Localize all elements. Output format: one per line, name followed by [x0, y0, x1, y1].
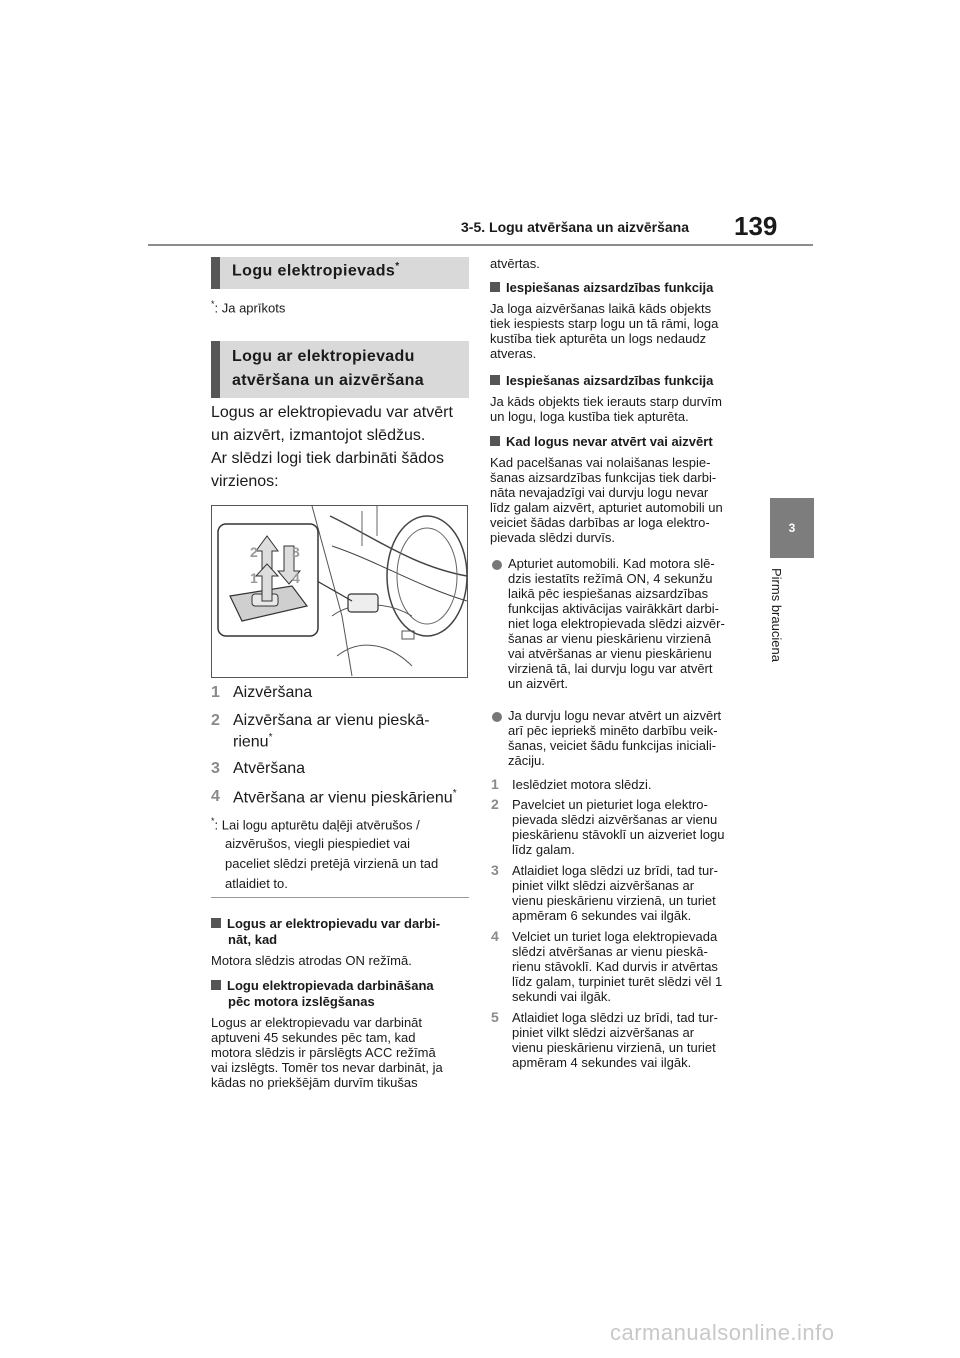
step-number: 1 — [491, 776, 499, 792]
bullet-text: un aizvērt. — [508, 676, 568, 691]
subsection-heading — [490, 280, 713, 295]
step-text: apmēram 6 sekundes vai ilgāk. — [512, 908, 692, 923]
figure-label-2: 2 — [250, 544, 258, 560]
subsection-heading-box — [211, 341, 469, 398]
step-item — [211, 684, 313, 702]
bullet-text: zāciju. — [508, 753, 545, 768]
optional-note — [211, 299, 285, 315]
square-bullet-icon — [211, 980, 221, 990]
chapter-tab: 3 — [770, 498, 814, 558]
step-text: sekundi vai ilgāk. — [512, 989, 611, 1004]
subsection-heading — [490, 373, 713, 388]
step-number: 5 — [491, 1009, 499, 1025]
subsection-heading — [490, 434, 713, 449]
figure-label-1: 1 — [250, 570, 258, 586]
intro-line: virzienos: — [211, 473, 279, 490]
subsection-heading-line: atvēršana un aizvēršana — [232, 372, 424, 389]
subsection-heading — [211, 978, 434, 993]
window-switch-illustration — [212, 506, 467, 677]
step-item — [211, 712, 430, 730]
step-text: pieskārienu stāvoklī un aizveriet logu — [512, 827, 725, 842]
bullet-text: niet loga elektropievada slēdzi aizvēr- — [508, 616, 725, 631]
body-text: aptuveni 45 sekundes pēc tam, kad — [211, 1030, 416, 1045]
footnote-line — [211, 816, 420, 832]
body-text: Motora slēdzis atrodas ON režīmā. — [211, 953, 412, 968]
intro-line: un aizvērt, izmantojot slēdžus. — [211, 427, 426, 444]
figure-label-3: 3 — [292, 544, 300, 560]
bullet-text: virzienā tā, lai durvju logu var atvērt — [508, 661, 713, 676]
bullet-text: Apturiet automobili. Kad motora slē- — [508, 556, 715, 571]
step-text: vienu pieskārienu virzienā, un turiet — [512, 893, 716, 908]
subsection-heading-line: pēc motora izslēgšanas — [228, 994, 375, 1009]
subsection-heading-line: Logu ar elektropievadu — [232, 348, 415, 365]
body-text: pievada slēdzi durvīs. — [490, 530, 616, 545]
step-number: 3 — [491, 862, 499, 878]
header-rule — [148, 244, 813, 246]
chapter-title — [768, 568, 816, 708]
body-text: līdz galam aizvērt, apturiet automobili un — [490, 500, 723, 515]
step-text — [233, 732, 272, 751]
square-bullet-icon — [211, 918, 221, 928]
bullet-text: vai atvēršanas ar vienu pieskārienu — [508, 646, 712, 661]
section-heading-text: Logu elektropievads — [232, 262, 396, 280]
intro-line: Logus ar elektropievadu var atvērt — [211, 404, 453, 421]
asterisk: * — [452, 788, 457, 799]
body-text: veiciet šādas darbības ar loga elektro- — [490, 515, 710, 530]
bullet-text: šanas ar vienu pieskārienu virzienā — [508, 631, 712, 646]
chapter-title-text: Pirms brauciena — [769, 568, 784, 662]
body-text: Logus ar elektropievadu var darbināt — [211, 1015, 423, 1030]
window-switch-figure — [211, 505, 468, 678]
step-text: Aizvēršana ar vienu pieskā- — [233, 712, 430, 729]
bullet-text: šanas, veiciet šādu funkcijas iniciali- — [508, 738, 717, 753]
step-text: Ieslēdziet motora slēdzi. — [512, 777, 652, 792]
step-text: līdz galam. — [512, 842, 575, 857]
step-item — [211, 760, 306, 778]
body-text: motora slēdzis ir pārslēgts ACC režīmā — [211, 1045, 436, 1060]
body-text: tiek iespiests starp logu un tā rāmi, loga — [490, 316, 719, 331]
subsection-heading-text: Logus ar elektropievadu var darbi- — [227, 916, 441, 931]
watermark: carmanualsonline.info — [610, 1320, 835, 1345]
step-text-continued: rienu — [233, 733, 269, 751]
asterisk: * — [211, 816, 215, 826]
section-title: 3-5. Logu atvēršana un aizvēršana — [461, 219, 689, 235]
step-number: 4 — [491, 928, 499, 944]
body-text: Kad pacelšanas vai nolaišanas lespie- — [490, 455, 711, 470]
step-text: apmēram 4 sekundes vai ilgāk. — [512, 1055, 692, 1070]
step-text: līdz galam, turpiniet turēt slēdzi vēl 1 — [512, 974, 723, 989]
subsection-heading — [211, 916, 440, 931]
figure-label-4: 4 — [292, 570, 300, 586]
footnote-line: atlaidiet to. — [225, 876, 288, 891]
body-text: un logu, loga kustība tiek apturēta. — [490, 409, 689, 424]
step-text: Velciet un turiet loga elektropievada — [512, 929, 718, 944]
step-number: 1 — [211, 684, 220, 701]
step-number: 2 — [491, 796, 499, 812]
intro-line: Ar slēdzi logi tiek darbināti šādos — [211, 450, 445, 467]
step-text: slēdzi atvēršanas ar vienu pieskā- — [512, 944, 708, 959]
step-text: Atvēršana — [233, 760, 306, 777]
body-text: šanas aizsardzības funkcijas tiek darbi- — [490, 470, 717, 485]
bullet-text: dzis iestatīts režīmā ON, 4 sekunžu — [508, 571, 713, 586]
asterisk: * — [268, 732, 273, 743]
step-item — [211, 788, 457, 807]
body-text: atvērtas. — [490, 256, 540, 271]
round-bullet-icon — [492, 560, 502, 570]
body-text: Ja loga aizvēršanas laikā kāds objekts — [490, 301, 712, 316]
body-text: kustība tiek apturēta un logs nedaudz — [490, 331, 707, 346]
step-text: rienu stāvoklī. Kad durvis ir atvērtas — [512, 959, 718, 974]
subsection-heading-text: Iespiešanas aizsardzības funkcija — [506, 373, 714, 388]
subsection-heading-text: Logu elektropievada darbināšana — [227, 978, 434, 993]
step-text: Aizvēršana — [233, 684, 313, 701]
bullet-text: laikā pēc iespiešanas aizsardzības — [508, 586, 709, 601]
divider — [211, 897, 469, 898]
body-text: nāta nevajadzīgi vai durvju logu nevar — [490, 485, 709, 500]
section-heading — [232, 261, 400, 280]
subsection-heading-text: Iespiešanas aizsardzības funkcija — [506, 280, 714, 295]
step-number: 4 — [211, 788, 220, 805]
body-text: Ja kāds objekts tiek ierauts starp durvīm — [490, 394, 722, 409]
step-text: Atlaidiet loga slēdzi uz brīdi, tad tur- — [512, 1010, 718, 1025]
step-text: piniet vilkt slēdzi aizvēršanas ar — [512, 878, 695, 893]
subsection-heading-text: Kad logus nevar atvērt vai aizvērt — [506, 434, 713, 449]
body-text: atveras. — [490, 346, 537, 361]
bullet-text: arī pēc iepriekš minēto darbību veik- — [508, 723, 718, 738]
step-text: vienu pieskārienu virzienā, un turiet — [512, 1040, 716, 1055]
asterisk: * — [211, 299, 215, 309]
page-number: 139 — [734, 211, 778, 241]
optional-note-text: : Ja aprīkots — [214, 300, 286, 316]
bullet-text: Ja durvju logu nevar atvērt un aizvērt — [508, 708, 722, 723]
square-bullet-icon — [490, 436, 500, 446]
step-text: Pavelciet un pieturiet loga elektro- — [512, 797, 708, 812]
bullet-text: funkcijas aktivācijas vairākkārt darbi- — [508, 601, 719, 616]
footnote-line: paceliet slēdzi pretējā virzienā un tad — [225, 856, 439, 871]
footnote-line: aizvērušos, viegli piespiediet vai — [225, 836, 410, 851]
step-text: piniet vilkt slēdzi aizvēršanas ar — [512, 1025, 695, 1040]
step-text: pievada slēdzi aizvēršanas ar vienu — [512, 812, 718, 827]
step-number: 2 — [211, 712, 220, 729]
section-heading-box — [211, 257, 469, 289]
round-bullet-icon — [492, 712, 502, 722]
step-text — [233, 788, 457, 807]
asterisk: * — [395, 261, 400, 272]
footnote-text: : Lai logu apturētu daļēji atvērušos / — [214, 817, 420, 833]
step-number: 3 — [211, 760, 220, 777]
square-bullet-icon — [490, 282, 500, 292]
step-text-main: Atvēršana ar vienu pieskārienu — [233, 789, 453, 807]
subsection-heading-line: nāt, kad — [228, 932, 278, 947]
body-text: vai izslēgts. Tomēr tos nevar darbināt, ja — [211, 1060, 443, 1075]
step-text: Atlaidiet loga slēdzi uz brīdi, tad tur- — [512, 863, 718, 878]
body-text: kādas no priekšējām durvīm tikušas — [211, 1075, 418, 1090]
square-bullet-icon — [490, 375, 500, 385]
